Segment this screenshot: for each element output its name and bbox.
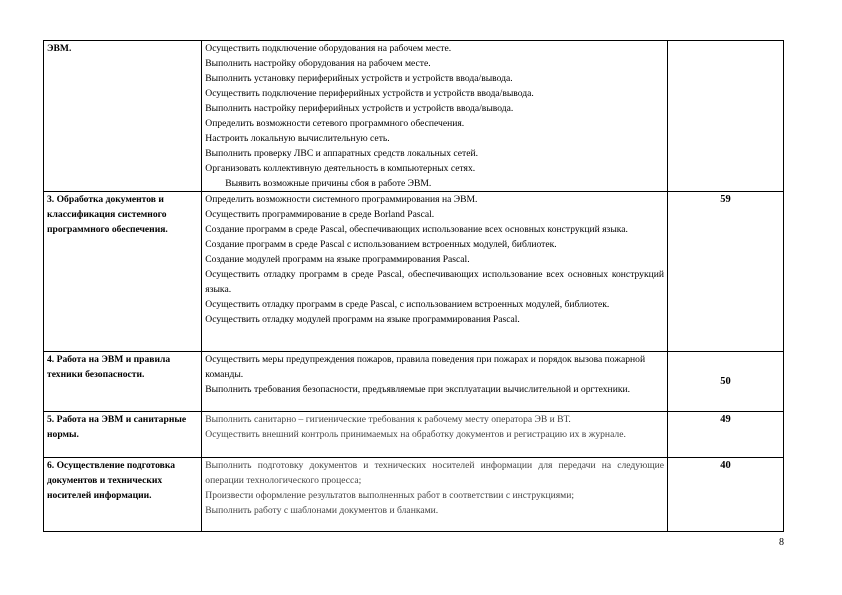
task-line: Создание модулей программ на языке программирования Pascal.: [205, 254, 470, 265]
task-line: Выполнить установку периферийных устройств и устройств ввода/вывода.: [205, 73, 513, 84]
task-line: Выполнить подготовку документов и технических носителей информации для передачи на следующие операции технологического процесса;: [205, 460, 665, 486]
tasks-cell: [202, 458, 668, 532]
hours-value: 59: [720, 194, 731, 205]
tasks-cell: [202, 352, 668, 412]
section-title: 5. Работа на ЭВМ и санитарные нормы.: [47, 414, 187, 440]
task-line: Осуществить внешний контроль принимаемых на обработку документов и регистрацию их в журнале.: [205, 429, 626, 440]
section-cell: [44, 352, 202, 412]
task-line: Определить возможности сетевого программного обеспечения.: [205, 118, 465, 129]
section-cell: [44, 41, 202, 192]
section-title: 4. Работа на ЭВМ и правила техники безопасности.: [47, 354, 171, 380]
task-line: Осуществить подключение оборудования на рабочем месте.: [205, 43, 452, 54]
hours-cell: [668, 192, 784, 352]
task-line: Создание программ в среде Pascal, обеспечивающих использование всех основных конструкций языка.: [205, 224, 628, 235]
table-row: [44, 458, 784, 532]
task-line: Произвести оформление результатов выполненных работ в соответствии с инструкциями;: [205, 490, 575, 501]
tasks-cell: [202, 412, 668, 458]
section-cell: [44, 192, 202, 352]
table-row: [44, 412, 784, 458]
hours-value: 50: [720, 376, 731, 387]
task-line: Осуществить отладку программ в среде Pascal, обеспечивающих использование всех основных конструкций языка.: [205, 269, 665, 295]
section-title: 6. Осуществление подготовка документов и технических носителей информации.: [47, 460, 176, 501]
task-line: Выполнить требования безопасности, предъявляемые при эксплуатации вычислительной и оргтехники.: [205, 384, 631, 395]
task-line: Осуществить отладку программ в среде Pascal, с использованием встроенных модулей, библиотек.: [205, 299, 610, 310]
task-line: Осуществить отладку модулей программ на языке программирования Pascal.: [205, 314, 520, 325]
task-line: Создание программ в среде Pascal с использованием встроенных модулей, библиотек.: [205, 239, 557, 250]
task-line: Выполнить настройку периферийных устройств и устройств ввода/вывода.: [205, 103, 514, 114]
task-line: Выполнить проверку ЛВС и аппаратных средств локальных сетей.: [205, 148, 479, 159]
table-row: [44, 352, 784, 412]
hours-value: 49: [720, 414, 731, 425]
tasks-cell: [202, 192, 668, 352]
hours-cell: [668, 458, 784, 532]
section-title: ЭВМ.: [47, 43, 72, 54]
section-title: 3. Обработка документов и классификация системного программного обеспечения.: [47, 194, 168, 235]
task-line: Выявить возможные причины сбоя в работе ЭВМ.: [225, 178, 432, 189]
task-line: Осуществить меры предупреждения пожаров, правила поведения при пожарах и порядок вызова пожарной команды.: [205, 354, 646, 380]
task-line: Выполнить настройку оборудования на рабочем месте.: [205, 58, 431, 69]
task-line: Выполнить санитарно – гигиенические требования к рабочему месту оператора ЭВ и ВТ.: [205, 414, 571, 425]
task-line: Настроить локальную вычислительную сеть.: [205, 133, 390, 144]
hours-cell: [668, 412, 784, 458]
tasks-cell: [202, 41, 668, 192]
hours-cell: [668, 352, 784, 412]
task-line: Определить возможности системного программирования на ЭВМ.: [205, 194, 478, 205]
hours-cell: [668, 41, 784, 192]
task-line: Осуществить подключение периферийных устройств и устройств ввода/вывода.: [205, 88, 534, 99]
table-row: [44, 41, 784, 192]
task-line: Осуществить программирование в среде Borland Pascal.: [205, 209, 435, 220]
practice-table: [43, 40, 784, 532]
section-cell: [44, 412, 202, 458]
table-row: [44, 192, 784, 352]
page-number: 8: [779, 537, 784, 548]
hours-value: 40: [720, 460, 731, 471]
task-line: Выполнить работу с шаблонами документов и бланками.: [205, 505, 439, 516]
section-cell: [44, 458, 202, 532]
task-line: Организовать коллективную деятельность в компьютерных сетях.: [205, 163, 476, 174]
